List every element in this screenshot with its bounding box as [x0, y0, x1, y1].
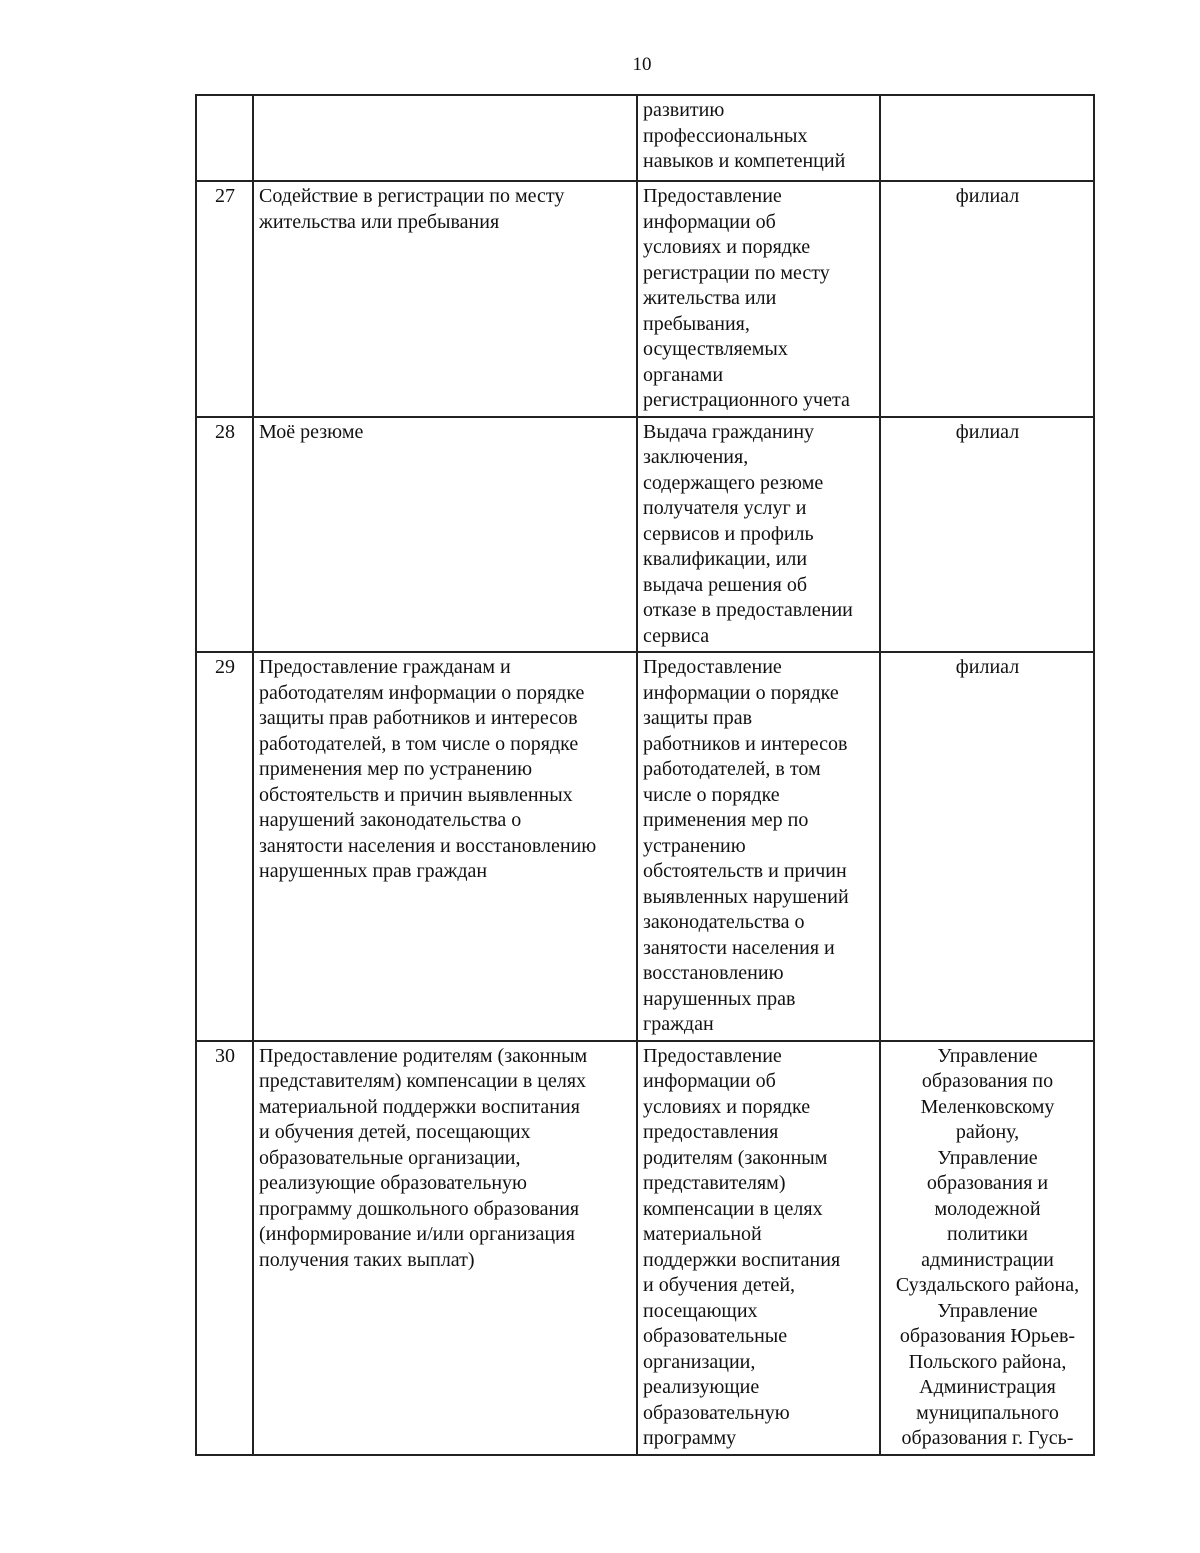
service-name-cell	[253, 1041, 637, 1455]
service-content-cell	[637, 181, 880, 417]
responsible-cell	[880, 181, 1094, 417]
service-name: Предоставление гражданам и работодателям информации о порядке защиты прав работников и интересов работодателей, в том числе о порядке применения мер по устранению обстоятельств и причин выявленных нарушений законодательства о занятости населения и восстановлению нарушенных прав граждан	[259, 656, 597, 882]
service-name: Предоставление родителям (законным представителям) компенсации в целях материальной поддержки воспитания и обучения детей, посещающих образовательные организации, реализующие образовательную программу дошкольного образования (информирование и/или организация получения таких выплат)	[259, 1044, 588, 1271]
responsible-body: филиал	[955, 185, 1020, 207]
row-number-cell	[196, 181, 253, 417]
row-number-cell	[196, 417, 253, 653]
service-content: Предоставление информации об условиях и порядке регистрации по месту жительства или пребывания, осуществляемых органами регистрационного учета	[643, 185, 850, 411]
service-content-cell	[637, 652, 880, 1041]
services-table	[195, 94, 1095, 1456]
service-name: Содействие в регистрации по месту жительства или пребывания	[259, 185, 565, 233]
table-row	[196, 1041, 1094, 1455]
responsible-body: филиал	[955, 656, 1020, 678]
row-number: 29	[215, 656, 235, 678]
service-content-cell	[637, 95, 880, 181]
row-number-cell	[196, 652, 253, 1041]
page-number: 10	[632, 54, 652, 75]
service-name-cell	[253, 417, 637, 653]
row-number: 27	[215, 185, 235, 207]
responsible-body: Управление образования по Меленковскому району, Управление образования и молодежной политики администрации Суздальского района, Управление образования Юрьев- Польского района, Администрация муниципального образования г. Гусь-	[895, 1044, 1080, 1449]
responsible-cell	[880, 1041, 1094, 1455]
service-name-cell	[253, 181, 637, 417]
row-number: 28	[215, 420, 235, 443]
responsible-cell	[880, 652, 1094, 1041]
service-content-cell	[637, 417, 880, 653]
service-content-cell	[637, 1041, 880, 1455]
table-row	[196, 181, 1094, 417]
row-number-cell	[196, 1041, 253, 1455]
service-name-cell	[253, 95, 637, 181]
table-row	[196, 417, 1094, 653]
service-content: Предоставление информации о порядке защиты прав работников и интересов работодателей, в том числе о порядке применения мер по устранению обстоятельств и причин выявленных нарушений законодательства о занятости населения и восстановлению нарушенных прав граждан	[643, 656, 849, 1035]
service-content: Предоставление информации об условиях и порядке предоставления родителям (законным представителям) компенсации в целях материальной поддержки воспитания и обучения детей, посещающих образовательные организации, реализующие образовательную программу	[643, 1044, 841, 1449]
service-name-cell	[253, 652, 637, 1041]
service-content: развитию профессиональных навыков и компетенций	[643, 99, 846, 172]
table-row	[196, 95, 1094, 181]
row-number: 30	[215, 1044, 235, 1067]
service-name: Моё резюме	[259, 420, 364, 443]
service-content: Выдача гражданину заключения, содержащего резюме получателя услуг и сервисов и профиль квалификации, или выдача решения об отказе в предоставлении сервиса	[643, 420, 853, 647]
responsible-cell	[880, 417, 1094, 653]
row-number-cell	[196, 95, 253, 181]
responsible-cell	[880, 95, 1094, 181]
responsible-body: филиал	[955, 420, 1020, 443]
table-row	[196, 652, 1094, 1041]
